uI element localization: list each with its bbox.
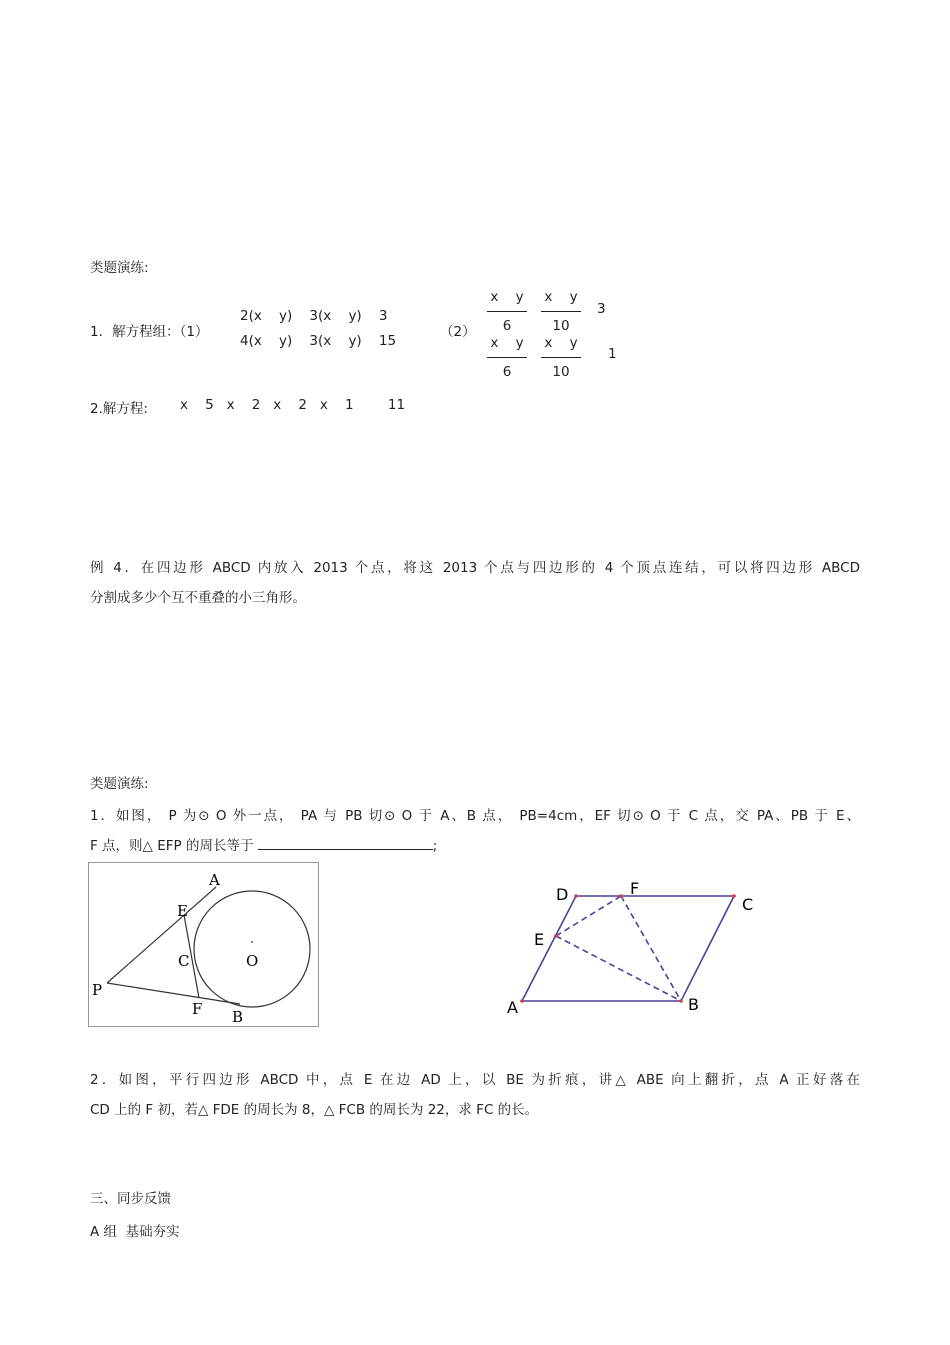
equation-rhs: 1 [608,346,617,362]
q2-prefix: 2.解方程: [90,401,148,417]
label-c: C [742,895,754,914]
label-b: B [232,1008,244,1026]
vertex-point [732,894,736,898]
fraction-denominator: 10 [552,364,570,380]
label-c: C [178,952,190,970]
system1-eq2: 4(x y) 3(x y) 15 [240,333,397,349]
label-e: E [534,930,545,949]
fraction [487,335,527,380]
label-d: D [556,885,569,904]
question-text: F 点，则△ EFP 的周长等于 [90,838,254,854]
label-o: O [246,952,259,970]
label-f: F [630,879,640,898]
group-heading: A 组 基础夯实 [90,1224,180,1240]
figure-circle-tangents [88,862,320,1028]
label-p: P [92,981,103,999]
tangent-line-pb [107,983,240,1004]
paragraph-line: 2．如图，平行四边形 ABCD 中，点 E 在边 AD 上，以 BE 为折痕，讲△ ABE 向上翻折，点 A 正好落在 [90,1072,860,1088]
equation-rhs: 3 [597,301,606,317]
tangent-line-pa [107,887,216,983]
vertex-point [619,894,623,898]
fraction-denominator: 6 [502,318,512,334]
fraction-denominator: 6 [502,364,512,380]
vertex-point [679,999,683,1003]
fraction-numerator: x y [487,335,527,358]
label-a: A [209,871,220,889]
practice-question-2 [90,1068,860,1128]
paragraph-line: 分割成多少个互不重叠的小三角形。 [90,590,306,606]
fraction-numerator: x y [541,335,581,358]
section-heading-1: 类题演练: [90,260,149,276]
q1-prefix: 1．解方程组：（1） [90,324,209,340]
q2-equation: x 5 x 2 x 2 x 1 11 [180,397,406,413]
paragraph-line [90,834,860,864]
vertex-point [554,934,558,938]
fraction [487,289,527,334]
label-b: B [688,995,699,1014]
fraction-denominator: 10 [552,318,570,334]
circle-o [194,891,310,1007]
example-4 [90,556,860,616]
question-text: ; [432,838,438,854]
practice-question-1 [90,804,860,864]
section-heading-3: 三、同步反馈 [90,1191,171,1207]
center-point [251,941,253,943]
fraction-numerator: x y [487,289,527,312]
label-a: A [507,998,518,1017]
vertex-point [574,894,578,898]
system1-eq1: 2(x y) 3(x y) 3 [240,308,388,324]
label-f: F [192,1000,203,1018]
paragraph-line: CD 上的 F 初，若△ FDE 的周长为 8，△ FCB 的周长为 22，求 FC 的长。 [90,1102,539,1118]
answer-blank [258,837,433,850]
paragraph-line: 例 4．在四边形 ABCD 内放入 2013 个点，将这 2013 个点与四边形的 4 个顶点连结，可以将四边形 ABCD [90,560,860,576]
q1-part2-label: （2） [440,324,476,340]
parallelogram-abcd [522,896,734,1001]
section-heading-2: 类题演练: [90,776,149,792]
fraction-numerator: x y [541,289,581,312]
vertex-point [520,999,524,1003]
label-e: E [177,902,188,920]
fraction [541,289,581,334]
fraction [541,335,581,380]
figure-parallelogram-fold [500,875,770,1025]
fold-line-fb [621,896,681,1001]
figure-frame [89,863,319,1027]
paragraph-line: 1．如图， P 为⊙ O 外一点， PA 与 PB 切⊙ O 于 A、B 点， PB=4cm，EF 切⊙ O 于 C 点，交 PA、PB 于 E、 [90,808,860,824]
